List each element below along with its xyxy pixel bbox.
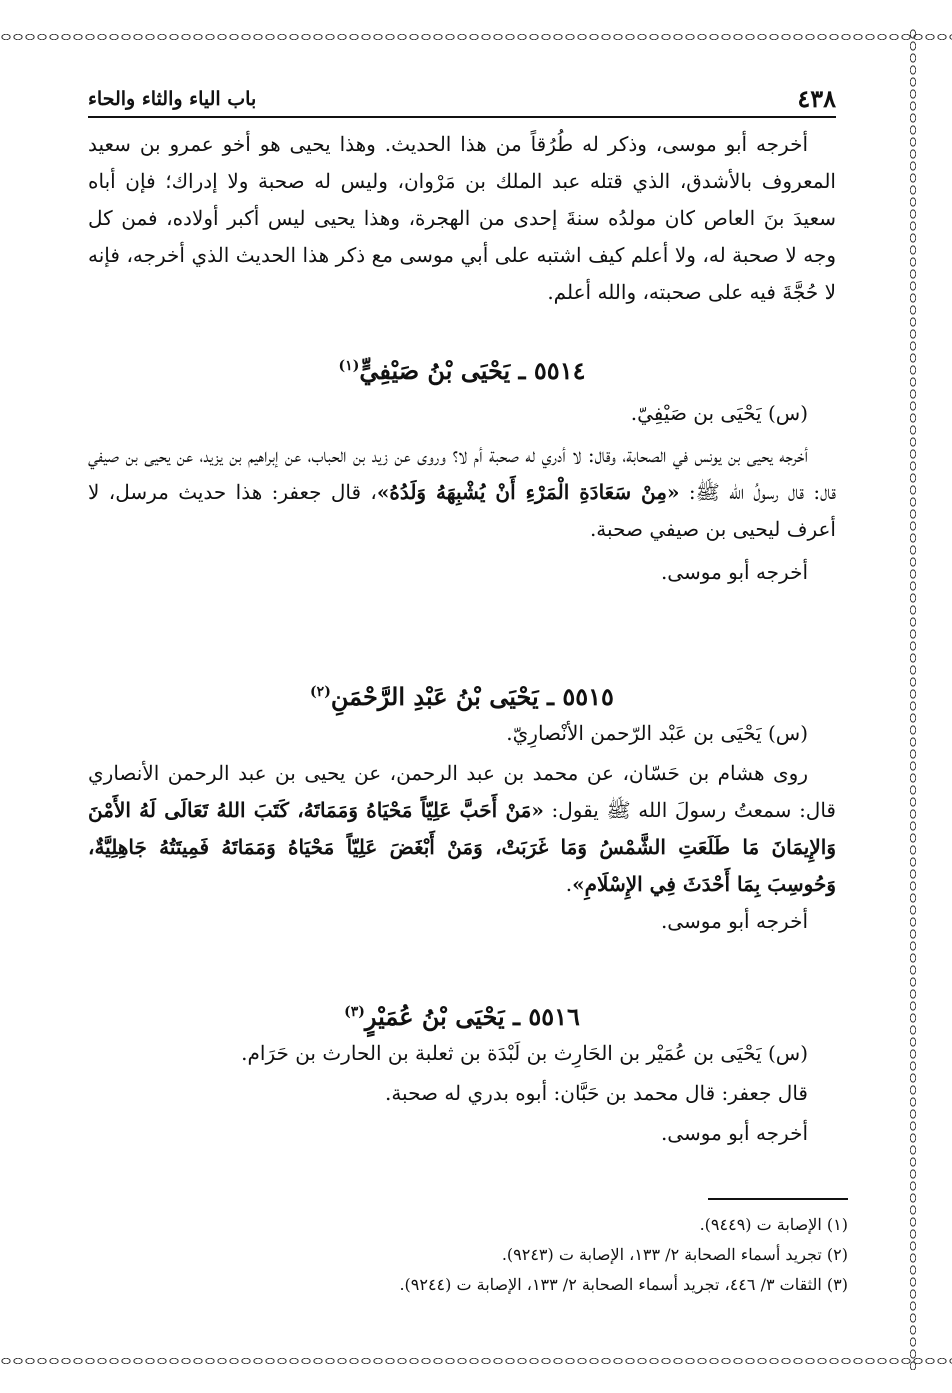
footnote-marker: (٣) — [344, 1004, 365, 1020]
footnote-separator — [708, 1198, 848, 1200]
entry-paragraph — [88, 437, 836, 548]
entry-text-b: . — [565, 872, 573, 896]
entry-5516 — [88, 1002, 836, 1151]
decorative-border-top — [0, 28, 952, 46]
entry-name-line: (س) يَحْيَى بن عَبْد الرّحمن الأنْصارِيّ. — [506, 721, 808, 745]
running-head — [88, 84, 836, 118]
book-page — [88, 60, 848, 1340]
footnote-3: (٣) الثقات ٣/ ٤٤٦، تجريد أسماء الصحابة ٢/ ١٣٣، الإصابة ت (٩٢٤٤). — [399, 1275, 848, 1294]
intro-paragraph — [88, 126, 836, 311]
entry-heading — [88, 1002, 836, 1031]
entry-title: ٥٥١٦ ـ يَحْيَى بْنُ عُمَيْرٍ — [364, 1002, 580, 1031]
entry-heading — [88, 682, 836, 711]
intro-paragraph-block — [88, 126, 836, 311]
footnote-marker: (١) — [338, 358, 360, 374]
footnotes — [100, 1210, 848, 1300]
hadith-quote: «مِنْ سَعَادَةِ الْمَرْءِ أَنْ يُشْبِهَهُ وَلَدُهُ» — [376, 480, 680, 504]
entry-source: أخرجه أبو موسى. — [660, 1121, 808, 1145]
entry-heading — [88, 356, 836, 385]
entry-text: قال جعفر: قال محمد بن حَبَّان: أبوه بدري له صحبة. — [384, 1081, 808, 1105]
entry-text-a: روى هشام بن حَسّان، عن محمد بن عبد الرحمن، عن يحيى بن عبد الرحمن الأنصاري قال: سمعتُ رسولَ الله ﷺ يقول: — [88, 761, 836, 822]
entry-source: أخرجه أبو موسى. — [660, 909, 808, 933]
entry-paragraph — [88, 755, 836, 903]
footnote-2: (٢) تجريد أسماء الصحابة ٢/ ١٣٣، الإصابة ت (٩٢٤٣). — [501, 1245, 848, 1264]
decorative-border-right — [904, 28, 922, 1370]
entry-title: ٥٥١٥ ـ يَحْيَى بْنُ عَبْدِ الرَّحْمَنِ — [330, 682, 614, 711]
intro-text: أخرجه أبو موسى، وذكر له طُرُقاً من هذا الحديث. وهذا يحيى هو أخو عمرو بن سعيد المعروف بالأشدق، الذي قتله عبد الملك بن مَرْوان، وليس له صحبة ولا إدراك؛ فإن أباه سعيدَ بنَ العاص كان مولدُه سنةَ إحدى من الهجرة، وهذا يحيى ليس أكبر أولاده، فمن كل وجه لا صحبة له، ولا أعلم كيف اشتبه على أبي موسى مع ذكر هذا الحديث الذي أخرجه، فإنه لا حُجَّةَ فيه على صحبته، والله أعلم. — [88, 132, 836, 304]
entry-name-line: (س) يَحْيَى بن صَيْفِيّ. — [630, 401, 808, 425]
entry-5514 — [88, 356, 836, 590]
chapter-title: باب الياء والثاء والحاء — [88, 88, 257, 110]
footnote-1: (١) الإصابة ت (٩٤٤٩). — [699, 1215, 848, 1234]
page-number: ٤٣٨ — [797, 84, 836, 113]
hadith-quote: «مَنْ أَحَبَّ عَلِيّاً مَحْيَاهُ وَمَمَاتَهُ، كَتَبَ اللهُ تَعَالَى لَهُ الأَمْنَ وَالإِيمَانَ مَا طَلَعَتِ الشَّمْسُ وَمَا غَرَبَتْ، وَمَنْ أَبْغَضَ عَلِيّاً مَحْيَاهُ وَمَمَاتَهُ فَمِيتَتُهُ جَاهِلِيَّةٌ، وَحُوسِبَ بِمَا أَحْدَثَ فِي الإِسْلَامِ» — [88, 798, 836, 896]
entry-source: أخرجه أبو موسى. — [660, 560, 808, 584]
entry-name-line: (س) يَحْيَى بن عُمَيْر بن الحَارِث بن لَبْدَة بن ثعلبة بن الحارث بن حَرَام. — [241, 1041, 808, 1065]
entry-text-a: أخرجه يحيى بن يونس في الصحابة، وقال: لا أدري له صحبة أم لا؟ وروى عن زيد بن الحباب، عن إبراهيم بن يزيد، عن يحيى بن صيفي قال: قال رسولُ الله ﷺ: — [88, 443, 837, 504]
entry-title: ٥٥١٤ ـ يَحْيَى بْنُ صَيْفِيٍّ — [359, 356, 586, 385]
decorative-border-bottom — [0, 1352, 952, 1370]
entry-5515 — [88, 682, 836, 939]
entry-text-b: ، قال جعفر: هذا حديث مرسل، لا أعرف ليحيى بن صيفي صحبة. — [88, 480, 836, 541]
footnote-marker: (٢) — [310, 684, 331, 700]
